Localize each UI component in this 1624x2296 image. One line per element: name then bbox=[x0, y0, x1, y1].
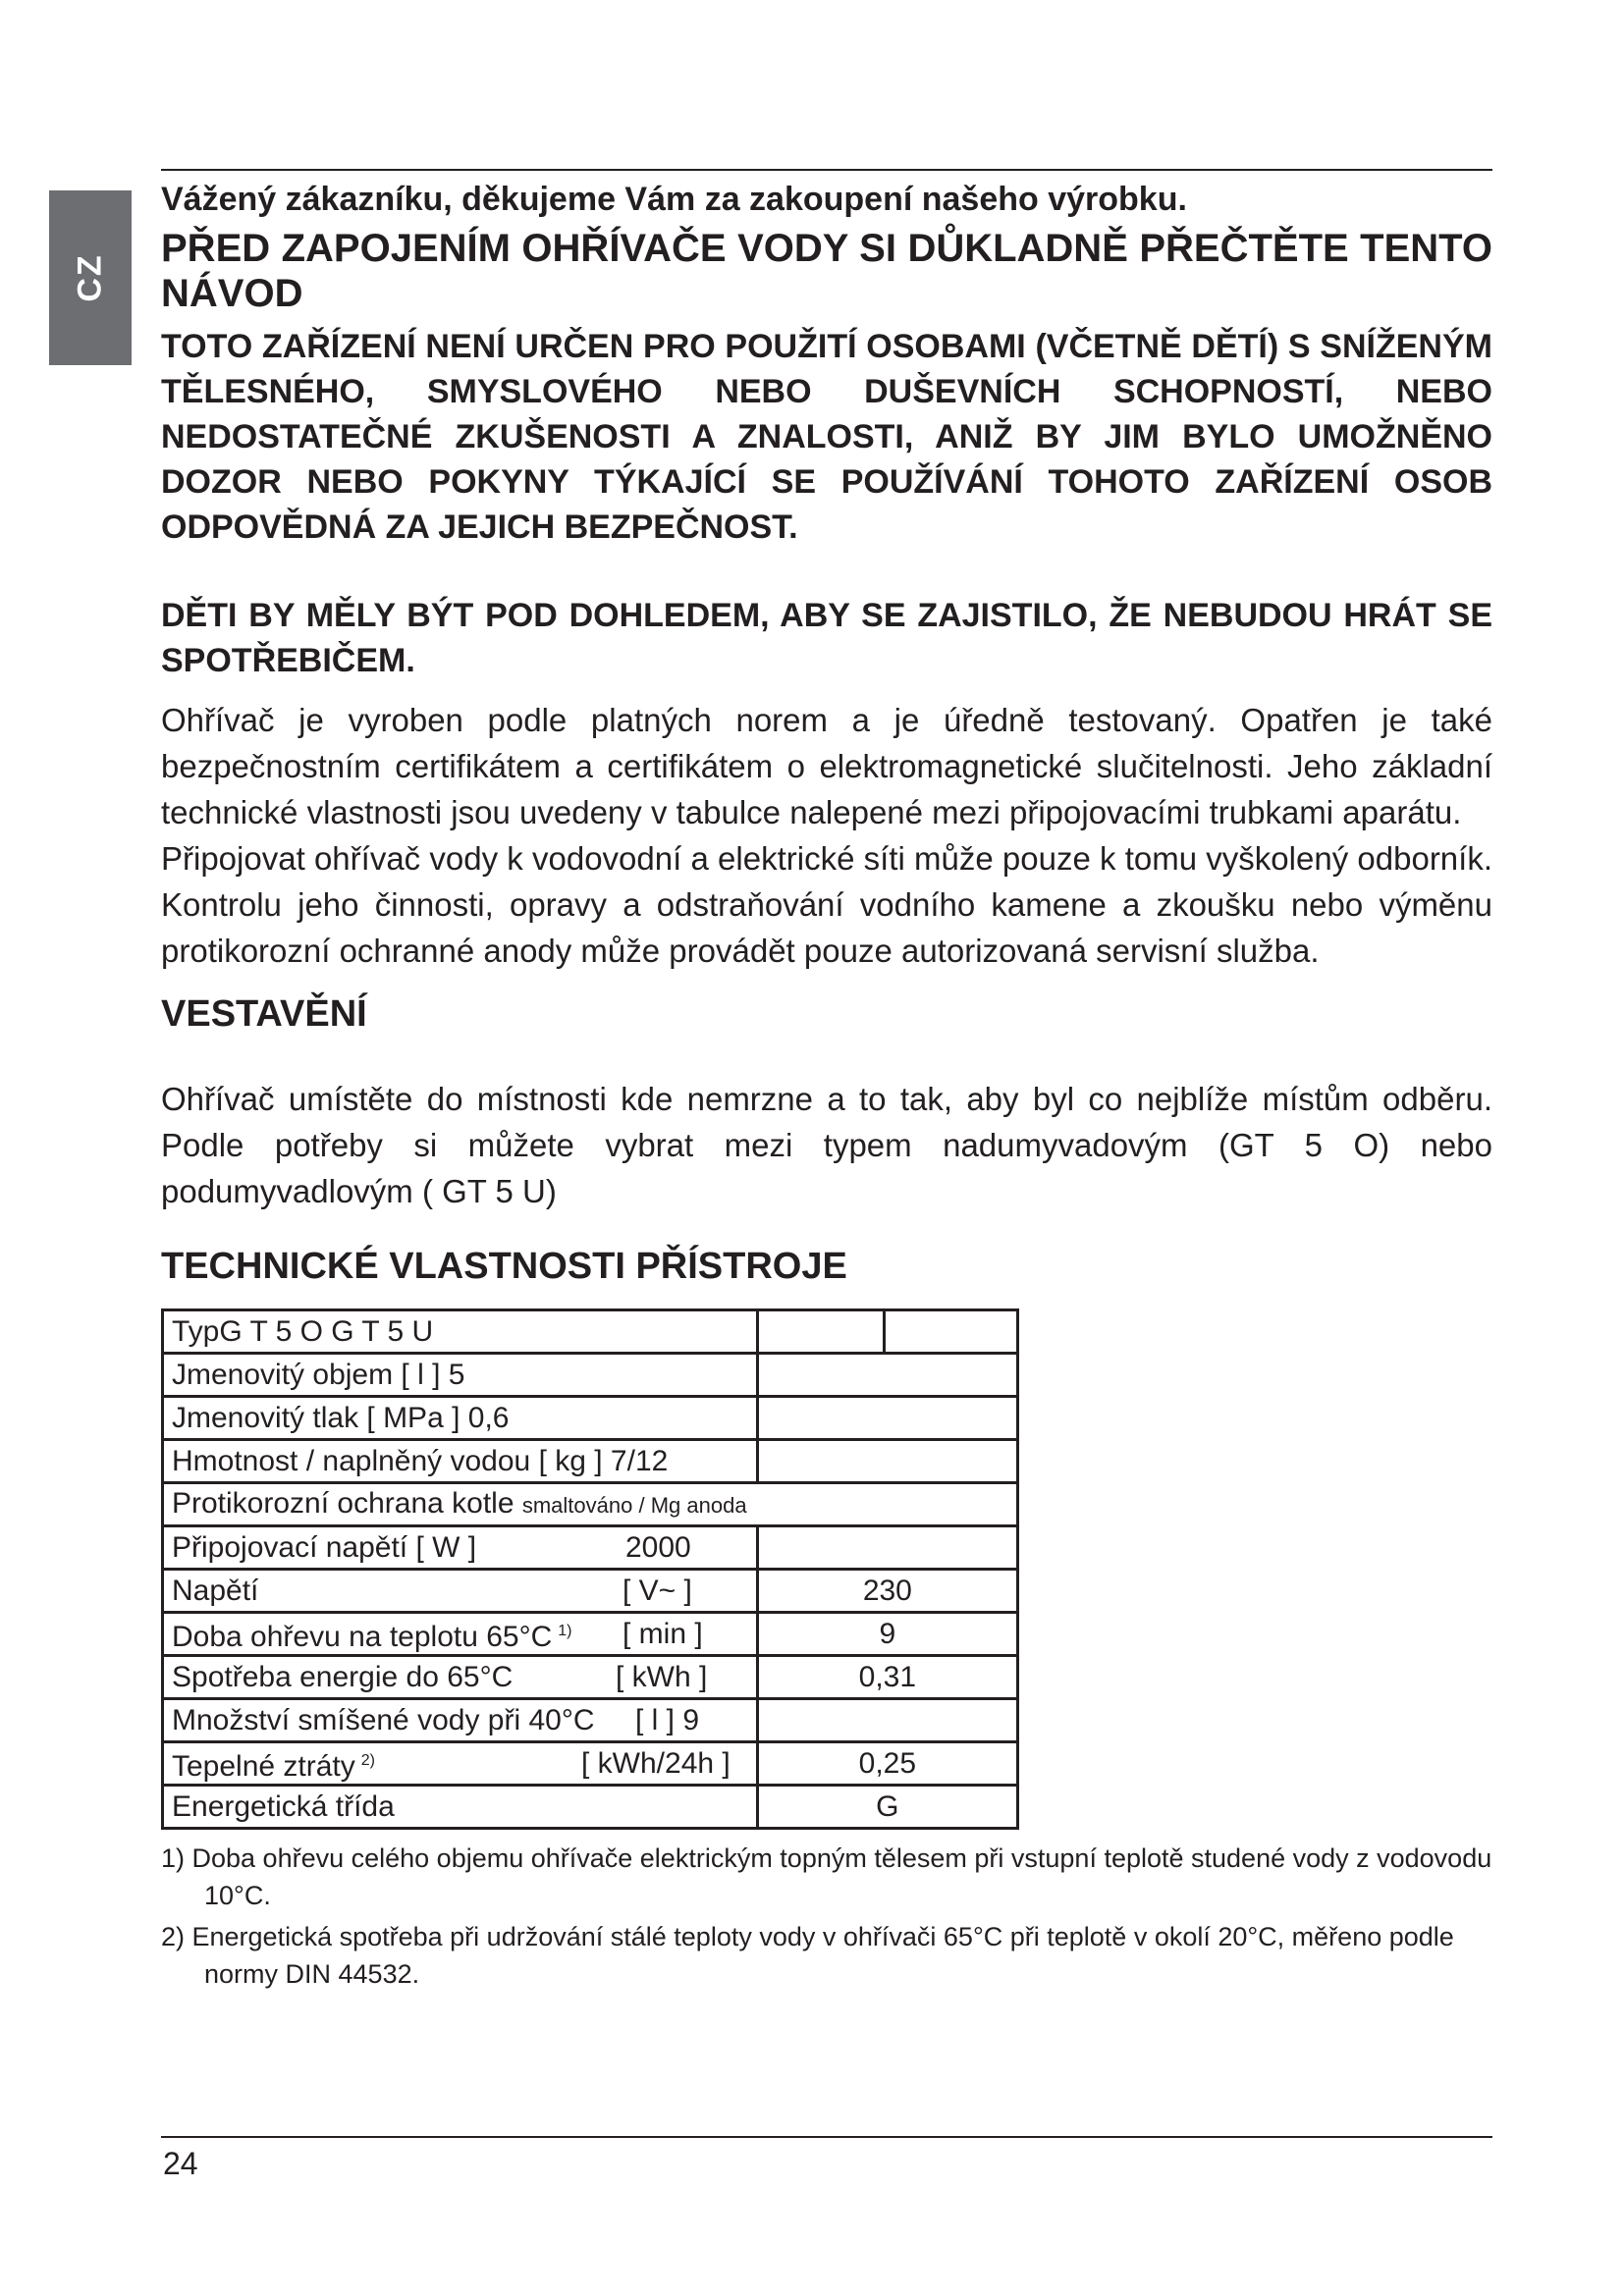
weight-cell bbox=[163, 1440, 758, 1483]
power-label: Připojovací napětí [ W ] bbox=[172, 1530, 477, 1564]
heat-loss-label: Tepelné ztráty bbox=[172, 1749, 355, 1783]
install-section-text: Ohřívač umístěte do místnosti kde nemrzne a to tak, aby byl co nejblíže místům odběru. Podle potřeby si můžete vybrat mezi typem nadumyvadovým (GT 5 O) nebo podumyvadlovým ( GT 5 U) bbox=[161, 1081, 1492, 1209]
energy-value: 0,31 bbox=[757, 1656, 1017, 1699]
heat-loss-unit: [ kWh/24h ] bbox=[581, 1746, 731, 1780]
heat-loss-value: 0,25 bbox=[757, 1742, 1017, 1786]
spec-table bbox=[161, 1308, 1019, 1830]
warning-2: DĚTI BY MĚLY BÝT POD DOHLEDEM, ABY SE ZAJISTILO, ŽE NEBUDOU HRÁT SE SPOTŘEBIČEM. bbox=[161, 597, 1492, 679]
table-row bbox=[163, 1310, 1018, 1354]
heat-loss-cell bbox=[163, 1742, 758, 1786]
table-row bbox=[163, 1526, 1018, 1570]
type-label: TypG T 5 O G T 5 U bbox=[172, 1314, 434, 1348]
pressure-label: Jmenovitý tlak [ MPa ] 0,6 bbox=[172, 1401, 510, 1434]
heating-footnote-ref: 1) bbox=[558, 1622, 572, 1639]
mixed-water-label: Množství smíšené vody při 40°C bbox=[172, 1703, 595, 1736]
table-row bbox=[163, 1440, 1018, 1483]
install-section-title: VESTAVĚNÍ bbox=[161, 993, 367, 1035]
table-row bbox=[163, 1397, 1018, 1440]
mixed-water-value-cell bbox=[757, 1699, 1017, 1742]
type-cell bbox=[163, 1310, 758, 1354]
corrosion-value: smaltováno / Mg anoda bbox=[521, 1492, 747, 1518]
table-row bbox=[163, 1354, 1018, 1397]
heating-label: Doba ohřevu na teplotu 65°C bbox=[172, 1620, 553, 1653]
energy-class-label: Energetická třída bbox=[172, 1789, 395, 1823]
power-value-cell bbox=[757, 1526, 1017, 1570]
power-value: 2000 bbox=[625, 1530, 691, 1564]
tech-section-title: TECHNICKÉ VLASTNOSTI PŘÍSTROJE bbox=[161, 1246, 847, 1287]
type-value-cell bbox=[757, 1310, 1017, 1354]
heating-unit: [ min ] bbox=[623, 1617, 703, 1650]
footnote-2: 2) Energetická spotřeba při udržování stálé teploty vody v ohřívači 65°C při teplotě v okolí 20°C, měřeno podle normy DIN 44532. bbox=[161, 1922, 1454, 1989]
type-value-right bbox=[886, 1311, 1016, 1352]
language-tab-label: CZ bbox=[71, 253, 109, 302]
power-cell bbox=[163, 1526, 758, 1570]
mixed-water-unit: [ l ] 9 bbox=[635, 1703, 700, 1736]
table-row bbox=[163, 1786, 1018, 1829]
corrosion-cell bbox=[163, 1483, 1018, 1526]
energy-class-cell bbox=[163, 1786, 758, 1829]
energy-class-value: G bbox=[757, 1786, 1017, 1829]
energy-cell bbox=[163, 1656, 758, 1699]
volume-cell bbox=[163, 1354, 758, 1397]
page-number: 24 bbox=[163, 2146, 198, 2181]
table-row bbox=[163, 1656, 1018, 1699]
heating-cell bbox=[163, 1613, 758, 1656]
voltage-cell bbox=[163, 1570, 758, 1613]
type-value-split bbox=[759, 1311, 1016, 1352]
top-divider bbox=[161, 169, 1492, 171]
paragraph-2: Připojovat ohřívač vody k vodovodní a elektrické síti může pouze k tomu vyškolený odborník. Kontrolu jeho činnosti, opravy a odstraňování vodního kamene a zkoušku nebo výměnu protikorozní ochranné anody může provádět pouze autorizovaná servisní služba. bbox=[161, 840, 1492, 969]
weight-value-cell bbox=[757, 1440, 1017, 1483]
table-row bbox=[163, 1570, 1018, 1613]
voltage-value: 230 bbox=[757, 1570, 1017, 1613]
pressure-cell bbox=[163, 1397, 758, 1440]
volume-value-cell bbox=[757, 1354, 1017, 1397]
page-content bbox=[161, 177, 1492, 1993]
paragraph-1: Ohřívač je vyroben podle platných norem a je úředně testovaný. Opatřen je také bezpečnostním certifikátem a certifikátem o elektromagnetické slučitelnosti. Jeho základní technické vlastnosti jsou uvedeny v tabulce nalepené mezi připojovacími trubkami aparátu. bbox=[161, 702, 1492, 830]
heat-loss-footnote-ref: 2) bbox=[360, 1751, 376, 1769]
table-row bbox=[163, 1699, 1018, 1742]
energy-label: Spotřeba energie do 65°C bbox=[172, 1660, 514, 1693]
greeting: Vážený zákazníku, děkujeme Vám za zakoupení našeho výrobku. bbox=[161, 181, 1187, 218]
heating-value: 9 bbox=[757, 1613, 1017, 1656]
type-value-left bbox=[759, 1311, 886, 1352]
bottom-divider bbox=[161, 2136, 1492, 2138]
warning-1: TOTO ZAŘÍZENÍ NENÍ URČEN PRO POUŽITÍ OSOBAMI (VČETNĚ DĚTÍ) S SNÍŽENÝM TĚLESNÉHO, SMYSLOVÉHO NEBO DUŠEVNÍCH SCHOPNOSTÍ, NEBO NEDOSTATEČNÉ ZKUŠENOSTI A ZNALOSTI, ANIŽ BY JIM BYLO UMOŽNĚNO DOZOR NEBO POKYNY TÝKAJÍCÍ SE POUŽÍVÁNÍ TOHOTO ZAŘÍZENÍ OSOB ODPOVĚDNÁ ZA JEJICH BEZPEČNOST. bbox=[161, 328, 1492, 546]
table-row bbox=[163, 1742, 1018, 1786]
pressure-value-cell bbox=[757, 1397, 1017, 1440]
energy-unit: [ kWh ] bbox=[616, 1660, 708, 1693]
weight-label: Hmotnost / naplněný vodou [ kg ] 7/12 bbox=[172, 1444, 669, 1477]
language-tab bbox=[49, 190, 132, 365]
mixed-water-cell bbox=[163, 1699, 758, 1742]
corrosion-label: Protikorozní ochrana kotle bbox=[172, 1486, 514, 1520]
footnote-1: 1) Doba ohřevu celého objemu ohřívače elektrickým topným tělesem při vstupní teplotě studené vody z vodovodu 10°C. bbox=[161, 1843, 1492, 1910]
table-row bbox=[163, 1613, 1018, 1656]
headline: PŘED ZAPOJENÍM OHŘÍVAČE VODY SI DŮKLADNĚ PŘEČTĚTE TENTO NÁVOD bbox=[161, 227, 1492, 315]
voltage-unit: [ V~ ] bbox=[623, 1574, 692, 1607]
table-row bbox=[163, 1483, 1018, 1526]
volume-label: Jmenovitý objem [ l ] 5 bbox=[172, 1358, 465, 1391]
voltage-label: Napětí bbox=[172, 1574, 259, 1607]
